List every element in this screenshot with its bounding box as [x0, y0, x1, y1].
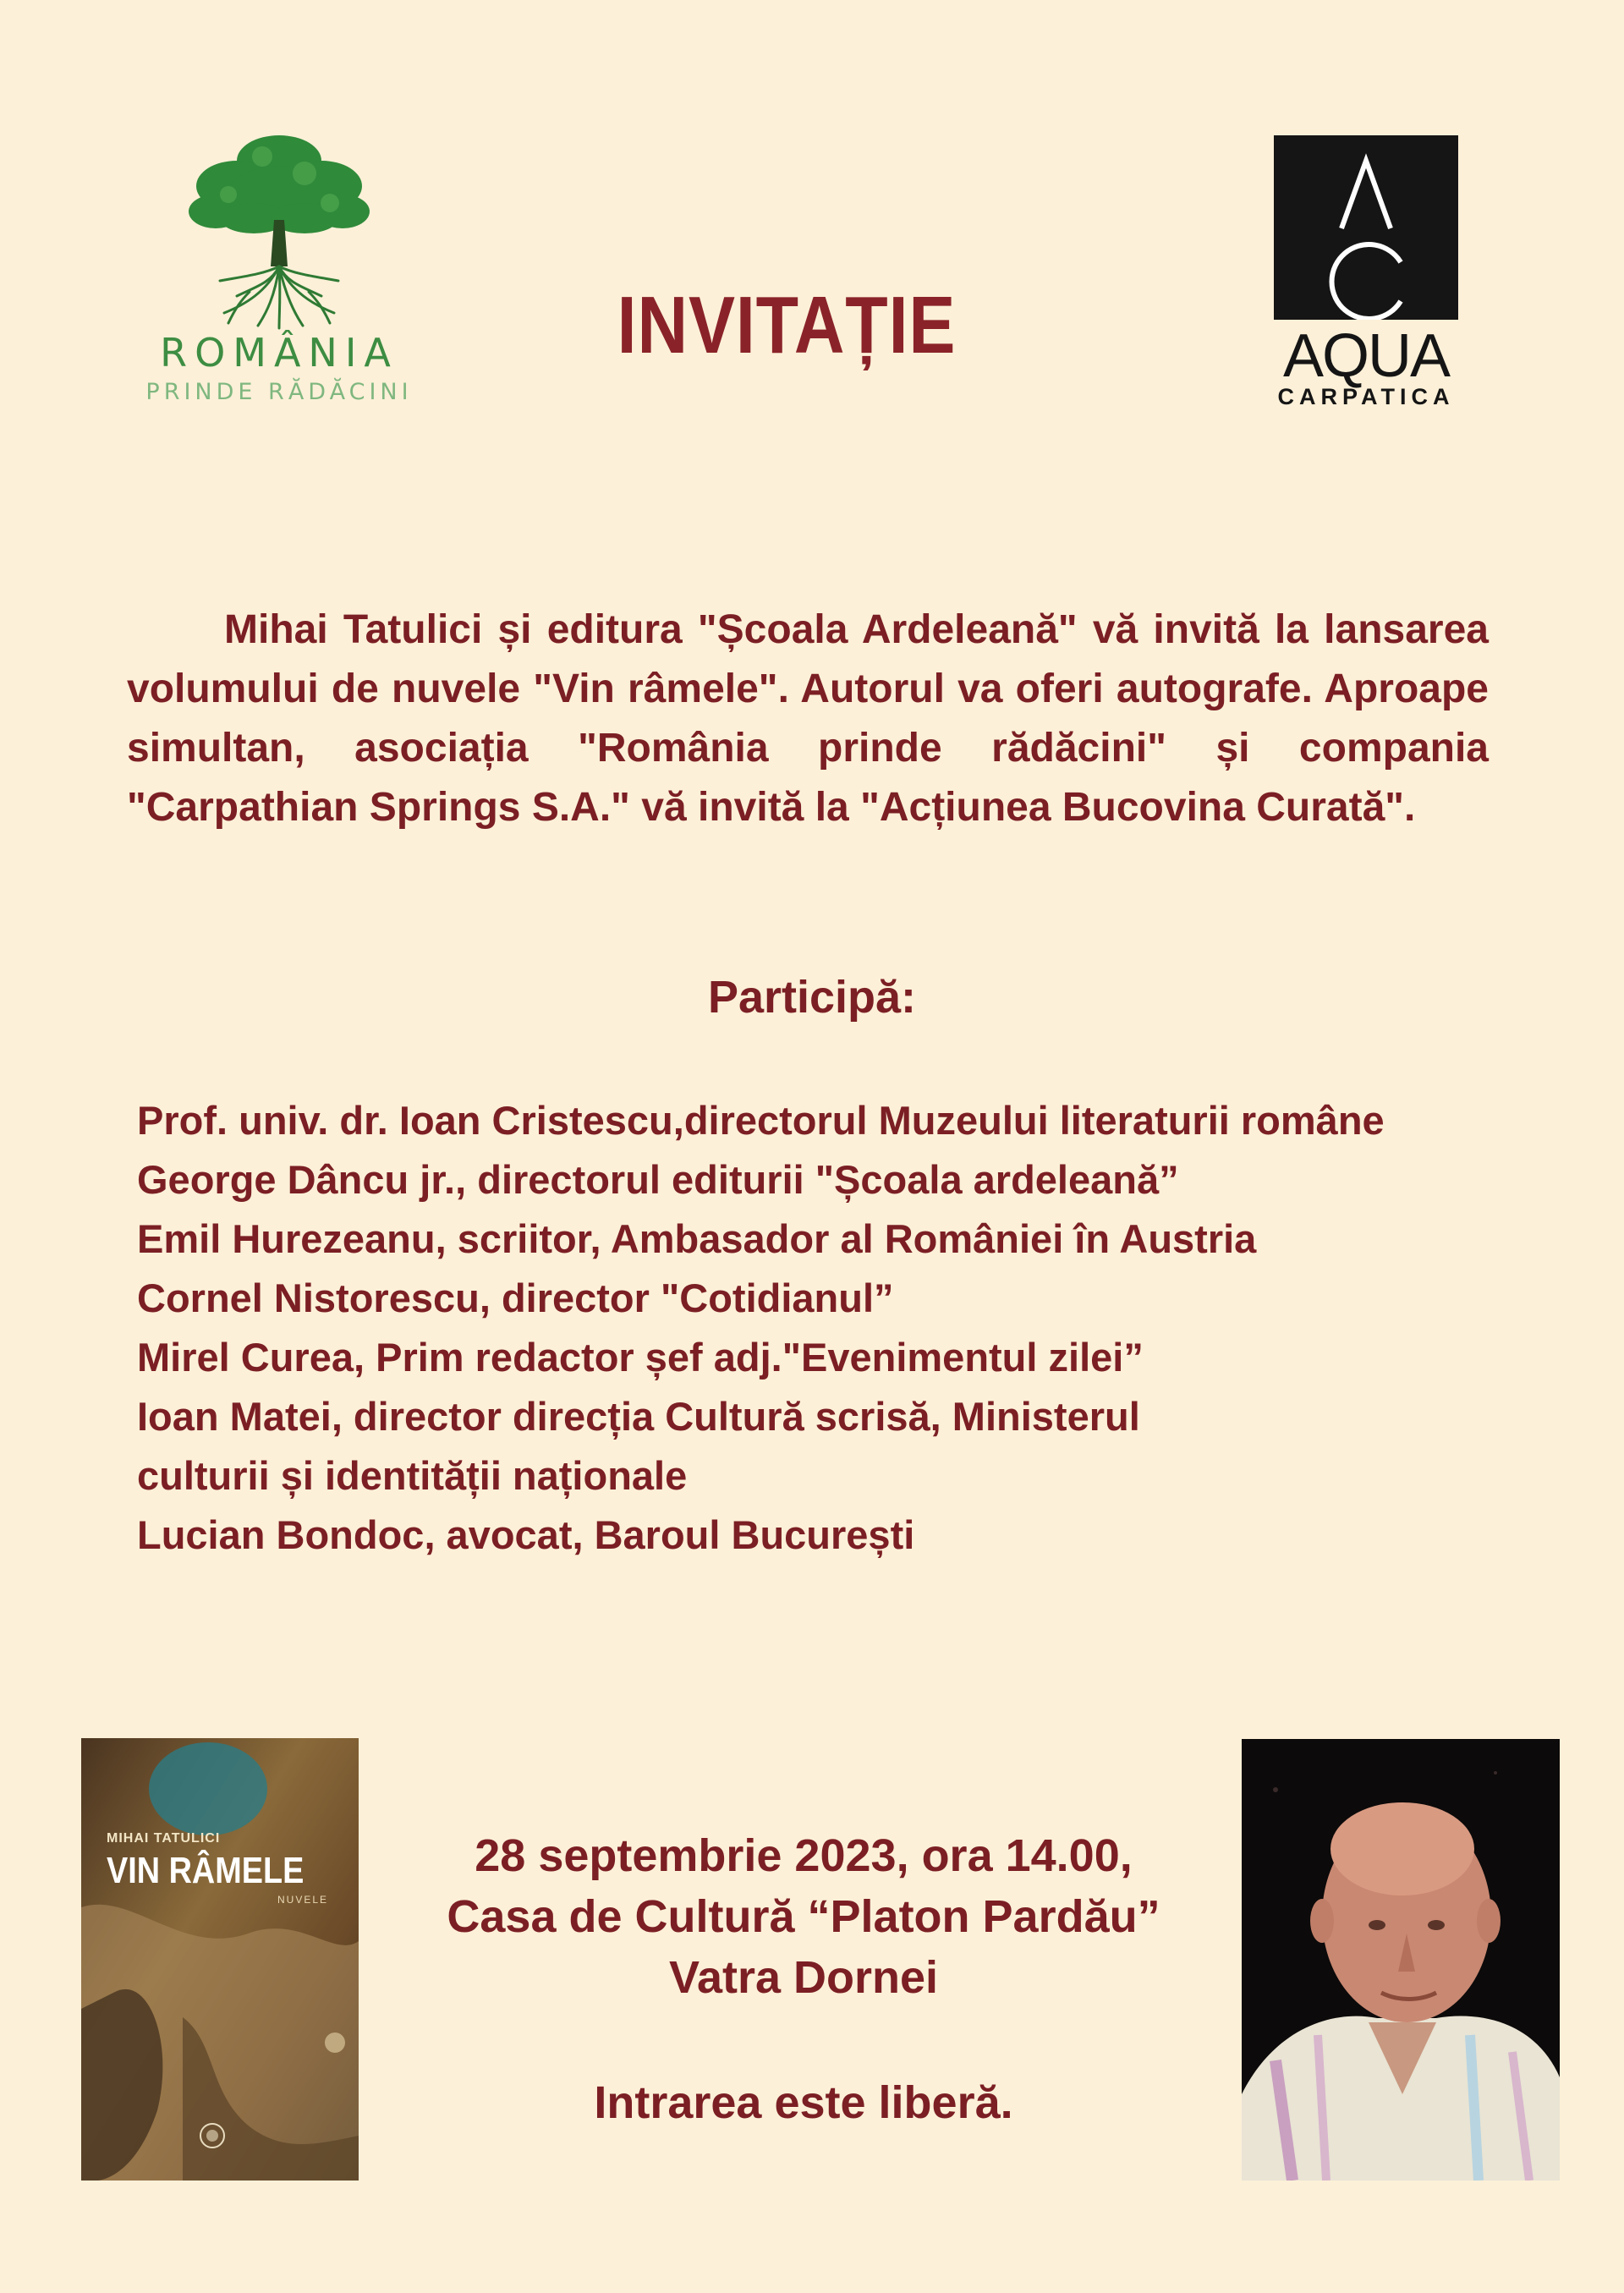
tree-with-roots-icon — [186, 127, 372, 330]
event-city: Vatra Dornei — [668, 1952, 939, 2003]
entry-note: Intrarea este liberă. — [594, 2077, 1013, 2128]
participant-line: Ioan Matei, director direcția Cultură scrisă, Ministerul — [137, 1394, 1140, 1439]
intro-text: Mihai Tatulici și editura "Școala Ardeleană" vă invită la lansarea volumului de nuvele "Vin râmele". Autorul va oferi autografe. Aproape simultan, asociația "România prinde rădăcini" și compania "Carpathian Springs S.A." vă invită la "Acțiunea Bucovina Curată". — [127, 607, 1489, 830]
participants-list — [137, 1091, 1507, 1565]
event-date-time: 28 septembrie 2023, ora 14.00, — [475, 1830, 1133, 1881]
participant-line: Lucian Bondoc, avocat, Baroul București — [137, 1512, 915, 1557]
aqua-carpatica-logo — [1269, 134, 1463, 413]
ac-monogram-icon — [1274, 135, 1458, 320]
participants-heading: Participă: — [707, 972, 917, 1023]
participant-line: George Dâncu jr., directorul editurii "Școala ardeleană” — [137, 1157, 1179, 1202]
logo-subtitle: CARPATICA — [1277, 384, 1455, 409]
event-details — [398, 1825, 1210, 2008]
logo-name: AQUA — [1282, 322, 1450, 390]
book-genre: NUVELE — [277, 1894, 329, 1906]
participant-line: Cornel Nistorescu, director "Cotidianul” — [137, 1275, 894, 1320]
book-author: MIHAI TATULICI — [107, 1831, 221, 1846]
participant-line: Emil Hurezeanu, scriitor, Ambasador al României în Austria — [137, 1216, 1257, 1261]
participant-line: Mirel Curea, Prim redactor șef adj."Evenimentul zilei” — [137, 1335, 1144, 1380]
book-title: VIN RÂMELE — [107, 1850, 304, 1891]
event-venue: Casa de Cultură “Platon Pardău” — [447, 1891, 1160, 1942]
participant-line: culturii și identității naționale — [137, 1453, 688, 1498]
author-photo — [1242, 1739, 1560, 2181]
logo-name: ROMÂNIA — [160, 330, 398, 376]
romania-prinde-radacini-logo — [127, 127, 431, 414]
logo-subtitle: PRINDE RĂDĂCINI — [145, 379, 413, 405]
page-title: INVITAȚIE — [617, 280, 957, 370]
intro-paragraph — [127, 601, 1489, 837]
book-cover-image — [81, 1738, 359, 2181]
participant-line: Prof. univ. dr. Ioan Cristescu,directorul Muzeului literaturii române — [137, 1098, 1385, 1143]
